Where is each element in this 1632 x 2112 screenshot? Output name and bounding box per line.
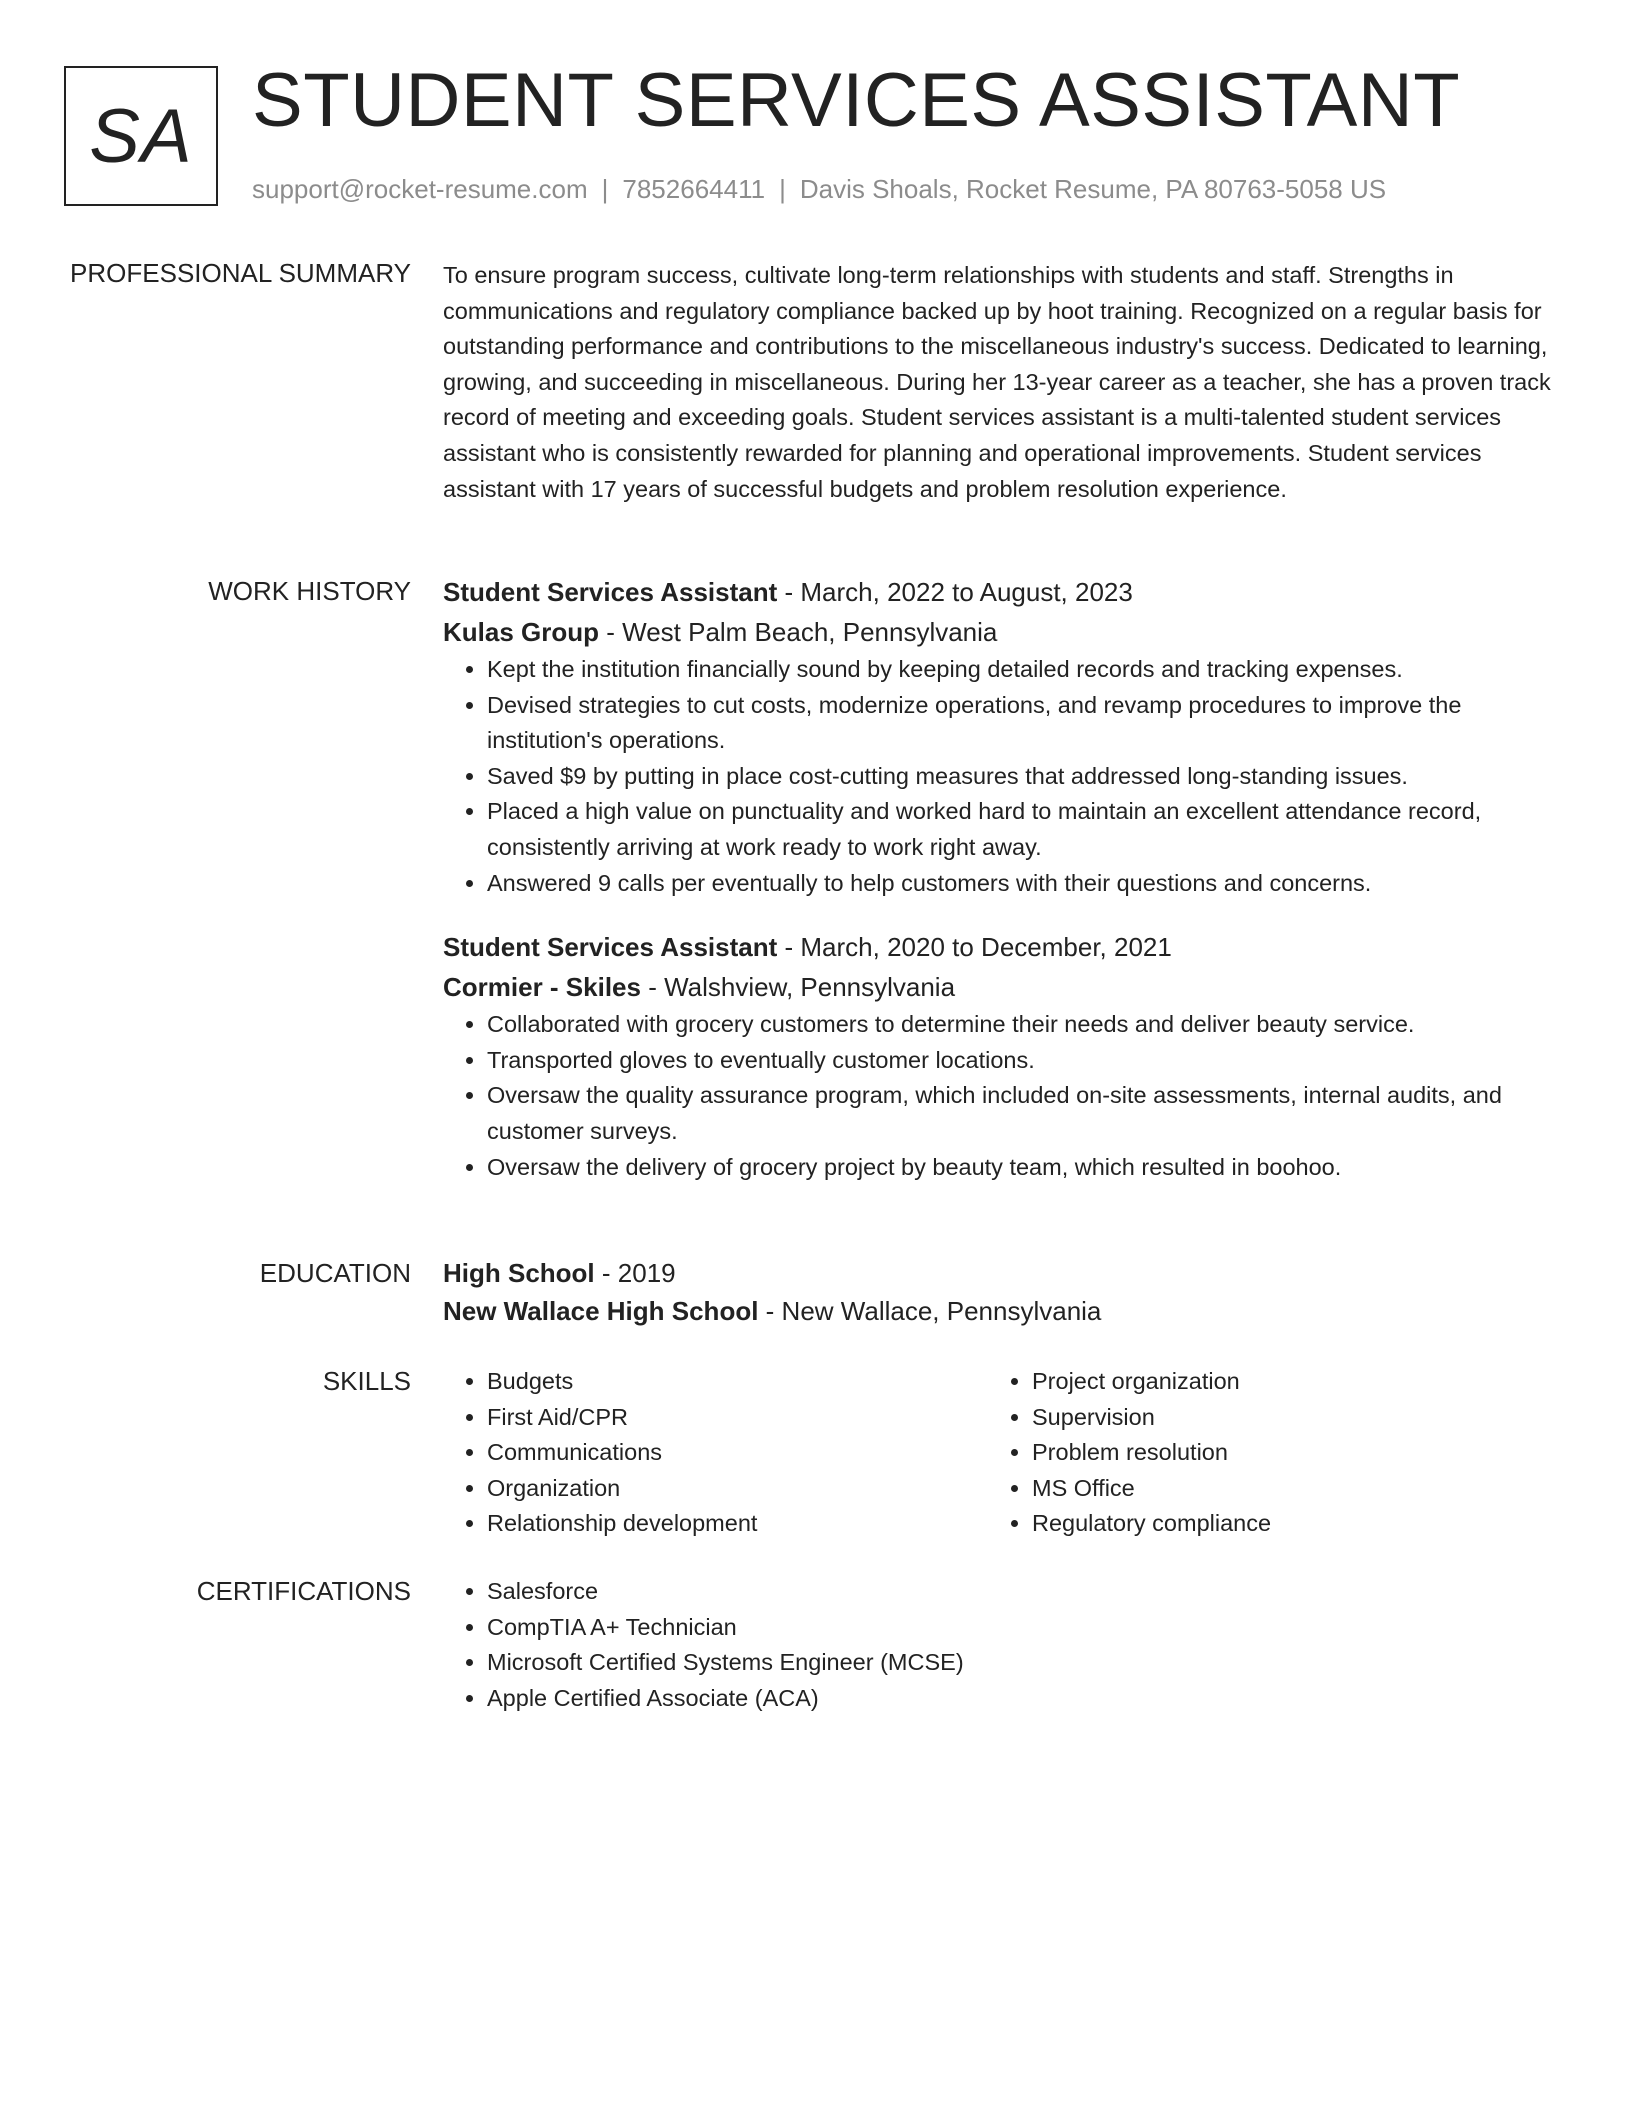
monogram-initials: SA	[89, 93, 193, 179]
education-degree-line	[443, 1254, 1553, 1292]
skill-item: • Budgets	[487, 1364, 988, 1400]
contact-address: Davis Shoals, Rocket Resume, PA 80763-5058 US	[799, 174, 1387, 204]
certification-item: • Apple Certified Associate (ACA)	[487, 1681, 1553, 1717]
job-company: Cormier - Skiles	[443, 972, 641, 1003]
skills-column-left	[443, 1364, 988, 1542]
education-degree: High School	[443, 1258, 595, 1288]
resume-name: STUDENT SERVICES ASSISTANT	[252, 58, 1461, 143]
certifications-body	[443, 1574, 1553, 1716]
education-year: - 2019	[594, 1258, 676, 1288]
job-title-line	[443, 572, 1553, 612]
job-entry	[443, 927, 1553, 1185]
skill-item: • Problem resolution	[1032, 1435, 1533, 1471]
work-history-body	[443, 572, 1553, 1185]
monogram-badge	[64, 66, 218, 206]
section-heading-certifications: CERTIFICATIONS	[196, 1576, 411, 1606]
job-bullet: • Devised strategies to cut costs, modernize operations, and revamp procedures to improve the institution's operations.	[487, 688, 1553, 759]
section-heading-summary: PROFESSIONAL SUMMARY	[70, 258, 411, 288]
job-bullet: • Kept the institution financially sound by keeping detailed records and tracking expenses.	[487, 652, 1553, 688]
skill-item: • Communications	[487, 1435, 988, 1471]
contact-separator: |	[779, 174, 786, 204]
skill-item: • Supervision	[1032, 1400, 1533, 1436]
education-school: New Wallace High School	[443, 1296, 759, 1326]
skills-list-right	[988, 1364, 1533, 1542]
job-bullet: • Oversaw the quality assurance program, which included on-site assessments, internal audits, and customer surveys.	[487, 1078, 1553, 1149]
section-heading-skills: SKILLS	[322, 1366, 411, 1396]
job-location: - Walshview, Pennsylvania	[640, 972, 956, 1003]
contact-email: support@rocket-resume.com	[252, 174, 588, 204]
education-body	[443, 1254, 1553, 1330]
section-heading-education: EDUCATION	[259, 1258, 411, 1288]
job-bullet: • Oversaw the delivery of grocery project by beauty team, which resulted in boohoo.	[487, 1150, 1553, 1186]
skills-column-right	[988, 1364, 1533, 1542]
skills-list-left	[443, 1364, 988, 1542]
certification-item: • Microsoft Certified Systems Engineer (MCSE)	[487, 1645, 1553, 1681]
job-bullet: • Saved $9 by putting in place cost-cutting measures that addressed long-standing issues.	[487, 759, 1553, 795]
certifications-list	[443, 1574, 1553, 1716]
skill-item: • Regulatory compliance	[1032, 1506, 1533, 1542]
education-school-line	[443, 1292, 1553, 1330]
job-title: Student Services Assistant	[443, 577, 778, 607]
job-bullet-list	[443, 1007, 1553, 1185]
job-bullet-list	[443, 652, 1553, 901]
job-company-line	[443, 612, 1553, 652]
job-bullet: • Transported gloves to eventually customer locations.	[487, 1043, 1553, 1079]
job-bullet: • Collaborated with grocery customers to determine their needs and deliver beauty service.	[487, 1007, 1553, 1043]
job-entry	[443, 572, 1553, 901]
education-location: - New Wallace, Pennsylvania	[758, 1296, 1102, 1326]
job-title-line	[443, 927, 1553, 967]
skill-item: • First Aid/CPR	[487, 1400, 988, 1436]
job-company-line	[443, 967, 1553, 1007]
job-company: Kulas Group	[443, 617, 600, 647]
job-bullet: • Placed a high value on punctuality and worked hard to maintain an excellent attendance record, consistently arriving at work ready to work right away.	[487, 794, 1553, 865]
certification-item: • CompTIA A+ Technician	[487, 1610, 1553, 1646]
skill-item: • Relationship development	[487, 1506, 988, 1542]
skills-body	[443, 1364, 1553, 1542]
section-heading-work-history: WORK HISTORY	[208, 576, 411, 606]
skill-item: • Project organization	[1032, 1364, 1533, 1400]
skills-columns	[443, 1364, 1553, 1542]
contact-separator: |	[601, 174, 609, 204]
contact-line	[252, 172, 1386, 206]
job-dates: - March, 2020 to December, 2021	[777, 932, 1172, 963]
job-location: - West Palm Beach, Pennsylvania	[599, 617, 998, 647]
summary-text: To ensure program success, cultivate long-term relationships with students and staff. Strengths in communications and regulatory compliance backed up by hoot training. Recognized on a regular basis for outstanding performance and contributions to the miscellaneous industry's success. Dedicated to learning, growing, and succeeding in miscellaneous. During her 13-year career as a teacher, she has a proven track record of meeting and exceeding goals. Student services assistant is a multi-talented student services assistant who is consistently rewarded for planning and operational improvements. Student services assistant with 17 years of successful budgets and problem resolution experience.	[443, 262, 1551, 502]
job-dates: - March, 2022 to August, 2023	[777, 577, 1133, 607]
skill-item: • MS Office	[1032, 1471, 1533, 1507]
summary-body	[443, 258, 1553, 507]
certification-item: • Salesforce	[487, 1574, 1553, 1610]
skill-item: • Organization	[487, 1471, 988, 1507]
job-title: Student Services Assistant	[443, 932, 778, 963]
job-bullet: • Answered 9 calls per eventually to help customers with their questions and concerns.	[487, 866, 1553, 902]
contact-phone: 7852664411	[622, 174, 766, 204]
